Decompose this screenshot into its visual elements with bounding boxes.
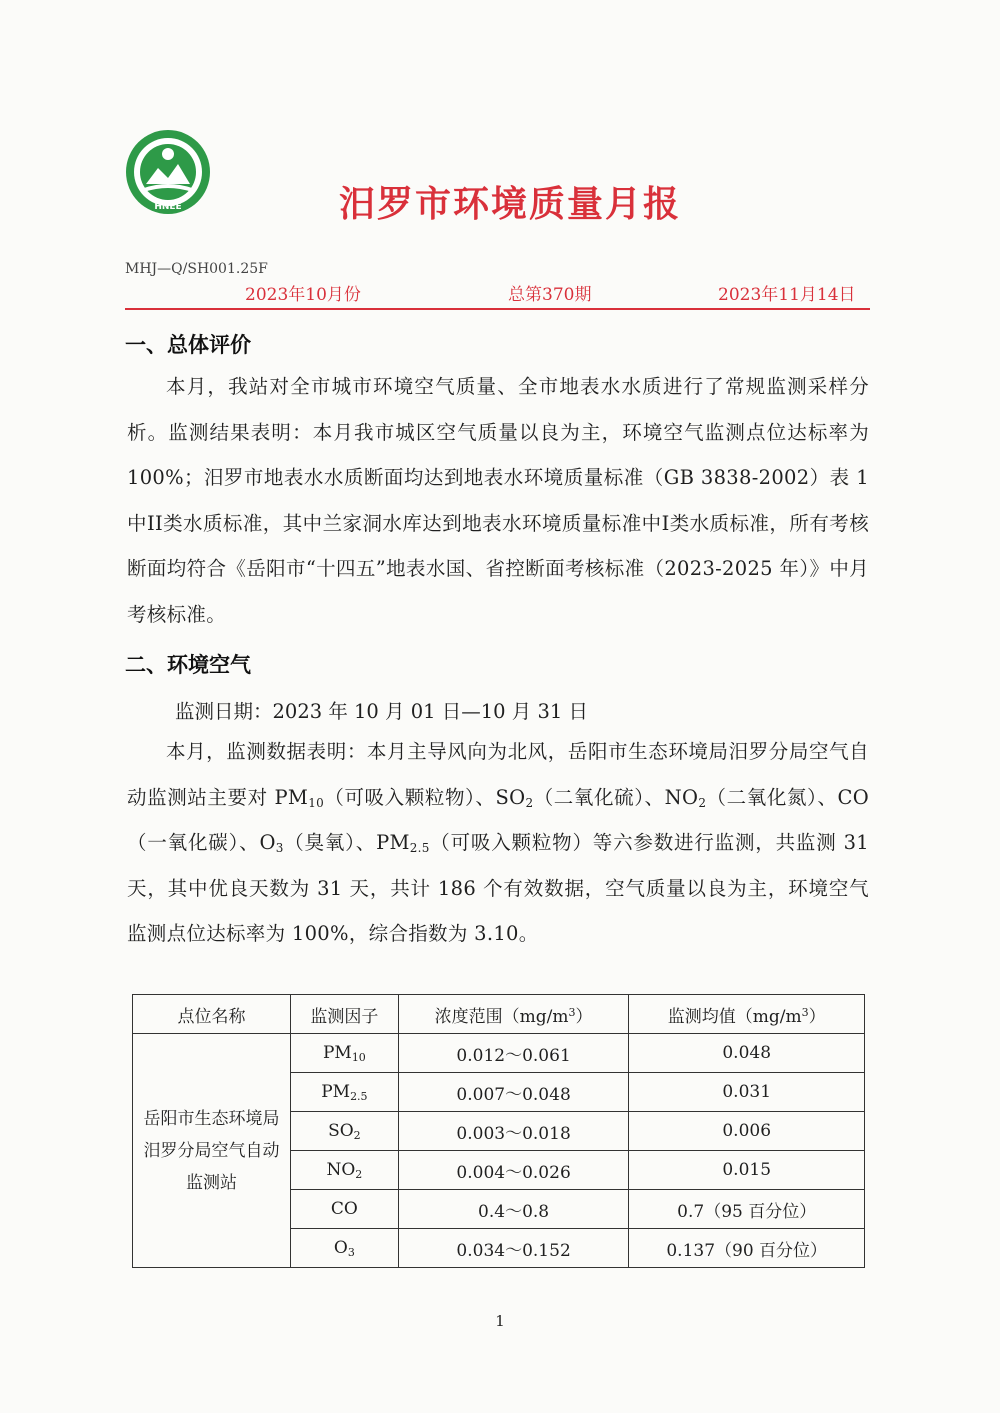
- range-cell: 0.4～0.8: [398, 1190, 629, 1229]
- table-row: [133, 1034, 865, 1073]
- range-cell: 0.034～0.152: [398, 1229, 629, 1268]
- header-factor: 监测因子: [290, 995, 398, 1034]
- header-station: 点位名称: [133, 995, 291, 1034]
- mean-cell: 0.015: [629, 1151, 865, 1190]
- section-2-body: 本月，监测数据表明：本月主导风向为北风，岳阳市生态环境局汨罗分局空气自动监测站主要对 $PM_{10}$（可吸入颗粒物）、$SO_2$（二氧化硫）、$NO_2$（二氧化氮）、CO（一氧化碳）、$O_3$（臭氧）、$PM_{2.5}$（可吸入颗粒物）等六参数进行监测，共监测 31 天，其中优良天数为 31 天，共计 186 个有效数据，空气质量以良为主，环境空气监测点位达标率为 100%，综合指数为 3.10。: [127, 740, 870, 945]
- range-cell: 0.003～0.018: [398, 1112, 629, 1151]
- section-1-heading: 一、总体评价: [125, 333, 251, 357]
- section-1-body: 本月，我站对全市城市环境空气质量、全市地表水水质进行了常规监测采样分析。监测结果表明：本月我市城区空气质量以良为主，环境空气监测点位达标率为 100%；汨罗市地表水水质断面均达到地表水环境质量标准（GB 3838-2002）表 1 中II类水质标准，其中兰家洞水库达到地表水环境质量标准中I类水质标准，所有考核断面均符合《岳阳市“十四五”地表水国、省控断面考核标准（2023-2025 年）》中月考核标准。: [127, 375, 869, 626]
- section-2-heading: 二、环境空气: [125, 653, 251, 677]
- range-cell: 0.007～0.048: [398, 1073, 629, 1112]
- issue-number: 总第370期: [508, 285, 592, 305]
- table-header-row: [133, 995, 865, 1034]
- report-month: 2023年10月份: [245, 285, 361, 305]
- page-number: 1: [495, 1312, 505, 1330]
- range-cell: 0.004～0.026: [398, 1151, 629, 1190]
- factor-cell: $PM_{10}$: [290, 1034, 398, 1073]
- air-quality-table: [132, 994, 865, 1268]
- header-rule: [125, 308, 870, 310]
- hnee-logo: [124, 128, 212, 216]
- station-name: 岳阳市生态环境局汨罗分局空气自动监测站: [133, 1034, 291, 1268]
- mean-cell: 0.031: [629, 1073, 865, 1112]
- factor-cell: $PM_{2.5}$: [290, 1073, 398, 1112]
- report-title: 汨罗市环境质量月报: [338, 184, 681, 225]
- header-range: 浓度范围$(mg/m^3)$: [398, 995, 629, 1034]
- range-cell: 0.012～0.061: [398, 1034, 629, 1073]
- mean-cell: 0.7（95 百分位）: [629, 1190, 865, 1229]
- mean-cell: 0.006: [629, 1112, 865, 1151]
- factor-cell: $SO_2$: [290, 1112, 398, 1151]
- report-date: 2023年11月14日: [718, 285, 856, 305]
- mean-cell: 0.048: [629, 1034, 865, 1073]
- factor-cell: $O_3$: [290, 1229, 398, 1268]
- header-mean: 监测均值$(mg/m^3)$: [629, 995, 865, 1034]
- mean-cell: 0.137（90 百分位）: [629, 1229, 865, 1268]
- logo-text: HNEE: [154, 202, 182, 212]
- factor-cell: CO: [290, 1190, 398, 1229]
- factor-cell: $NO_2$: [290, 1151, 398, 1190]
- monitoring-date: 监测日期：2023 年 10 月 01 日—10 月 31 日: [175, 700, 588, 723]
- doc-code: MHJ—Q/SH001.25F: [125, 261, 268, 277]
